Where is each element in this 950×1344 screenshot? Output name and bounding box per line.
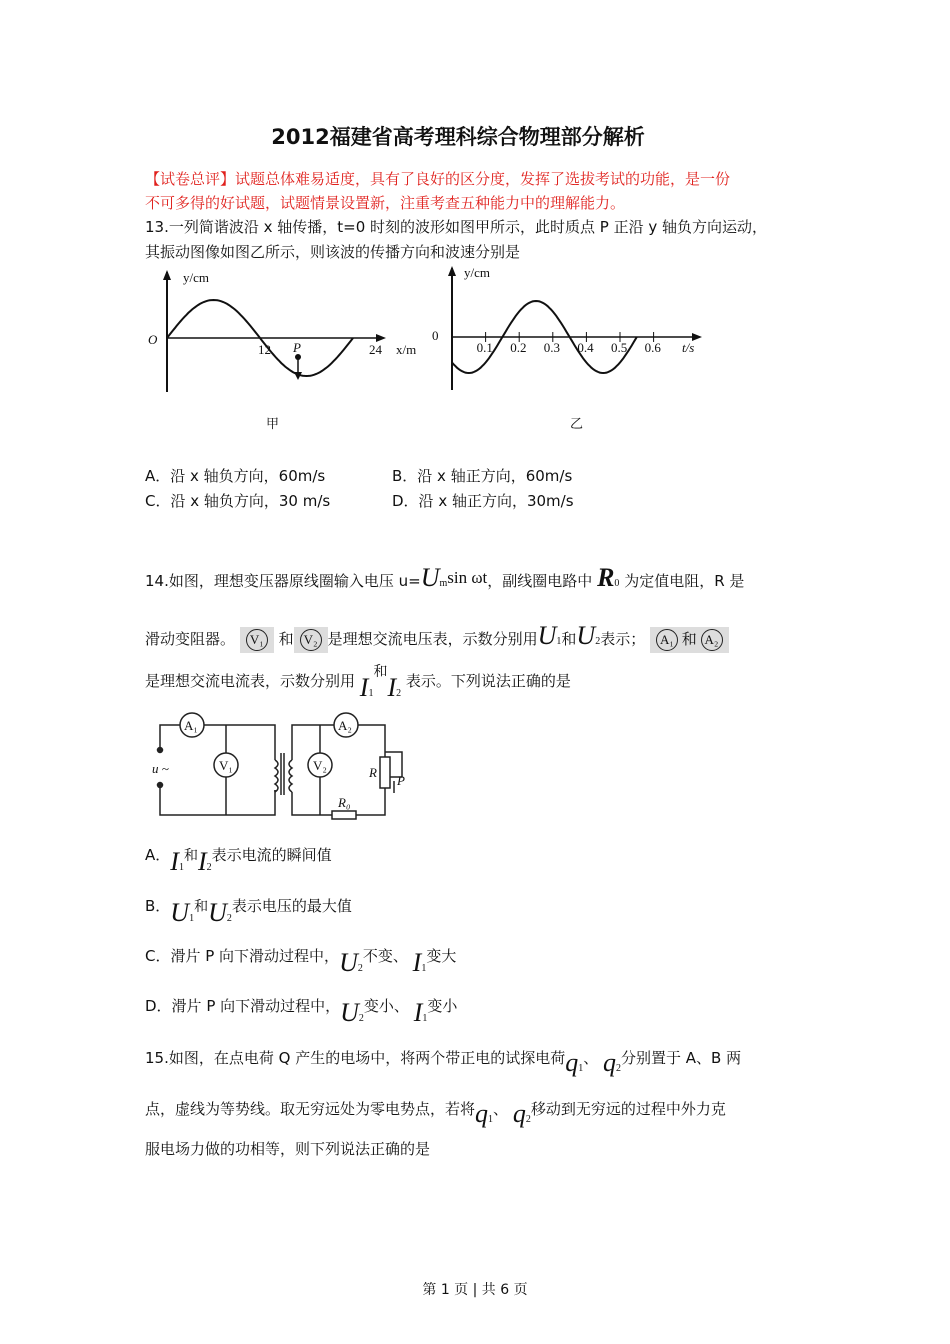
text: 为定值电阻，R 是 — [624, 572, 745, 590]
transformer-circuit-diagram — [150, 705, 420, 825]
math-I: I — [359, 673, 369, 702]
tick-label: 0.2 — [510, 340, 527, 355]
math-I: I — [412, 948, 422, 977]
resistor-label: R₀ — [338, 795, 351, 810]
p-label: P — [293, 340, 301, 355]
math-R: R — [597, 563, 615, 592]
q15-line-2 — [145, 1096, 726, 1128]
math-sub: 1 — [178, 862, 184, 873]
text: 变大 — [426, 947, 457, 965]
q14-option-c — [145, 943, 457, 977]
text: 不变、 — [362, 947, 408, 965]
math-sub: 2 — [525, 1114, 531, 1125]
voltmeter-v1-label: V₁ — [219, 758, 233, 773]
math-sub: 2 — [206, 862, 212, 873]
tick-label: 0.5 — [611, 340, 628, 355]
text: 是理想交流电流表，示数分别用 — [145, 672, 356, 690]
label: V₁ — [246, 629, 268, 651]
math-sub: 1 — [422, 1013, 428, 1024]
text: 表示电流的瞬间值 — [211, 846, 332, 864]
math-sub: 2 — [357, 963, 363, 974]
text: 14.如图，理想变压器原线圈输入电压 u= — [145, 572, 421, 590]
text: 、 — [583, 1049, 599, 1067]
q13-option-a: A．沿 x 轴负方向，60m/s — [145, 467, 326, 485]
text: 点，虚线为等势线。取无穷远处为零电势点，若将 — [145, 1100, 476, 1118]
math-sub: 2 — [595, 636, 601, 647]
text: 和 — [278, 630, 294, 648]
label: V₂ — [300, 629, 322, 651]
voltmeter-v2-icon — [294, 627, 328, 653]
math-sub: 1 — [421, 963, 427, 974]
label: 和 — [681, 631, 697, 648]
math-q: q — [512, 1099, 526, 1128]
math-sin: sin ωt — [447, 568, 488, 587]
wave-graph-jia — [148, 270, 416, 431]
math-I: I — [413, 998, 423, 1027]
ammeter-a1-label: A₁ — [184, 718, 198, 733]
ammeter-a2-label: A₂ — [338, 718, 352, 733]
text: 分别置于 A、B 两 — [621, 1049, 742, 1067]
voltmeter-v2-label: V₂ — [313, 758, 327, 773]
q15-line-3: 服电场力做的功相等，则下列说法正确的是 — [145, 1140, 431, 1158]
text: 15.如图，在点电荷 Q 产生的电场中，将两个带正电的试探电荷 — [145, 1049, 566, 1067]
label: A₂ — [701, 629, 723, 651]
tick-label: 0.6 — [644, 340, 661, 355]
q14-option-b — [145, 893, 352, 927]
rheostat-label: R — [369, 765, 377, 780]
label: B． — [145, 897, 171, 915]
q13-option-c: C．沿 x 轴负方向，30 m/s — [145, 492, 331, 510]
math-U: U — [576, 621, 596, 650]
text: 滑动变阻器。 — [145, 630, 236, 648]
q13-line-1: 13.一列简谐波沿 x 轴传播，t=0 时刻的波形如图甲所示，此时质点 P 正沿 y 轴负方向运动， — [145, 218, 768, 236]
q14-line-1 — [145, 563, 745, 594]
math-U: U — [420, 563, 440, 592]
figure-caption: 甲 — [266, 416, 280, 431]
source-label: u ~ — [152, 761, 169, 776]
text: 和 — [373, 664, 388, 680]
tick-label: 12 — [258, 342, 271, 357]
math-sub: m — [439, 578, 448, 589]
q13-figures — [0, 260, 720, 440]
tick-label: 24 — [369, 342, 382, 357]
y-axis-label: y/cm — [464, 265, 490, 280]
q14-option-a — [145, 842, 332, 876]
summary-line-1: 【试卷总评】试题总体难易适度，具有了良好的区分度，发挥了选拔考试的功能，是一份 — [145, 170, 731, 188]
math-sub: 0 — [614, 578, 620, 589]
summary-line-2: 不可多得的好试题，试题情景设置新，注重考查五种能力中的理解能力。 — [145, 194, 626, 212]
math-sub: 1 — [189, 913, 195, 924]
math-sub: 1 — [556, 636, 562, 647]
math-sub: 2 — [226, 913, 232, 924]
tick-label: 0.4 — [577, 340, 594, 355]
text: 是理想交流电压表，示数分别用 — [327, 630, 538, 648]
math-U: U — [340, 998, 359, 1027]
label: C．滑片 P 向下滑动过程中， — [145, 947, 340, 965]
page-title: 2012福建省高考理科综合物理部分解析 — [271, 125, 645, 149]
figure-caption: 乙 — [570, 416, 584, 431]
slider-label: P — [397, 773, 405, 788]
ammeters-icon — [650, 627, 729, 653]
math-sub: 2 — [616, 1063, 621, 1074]
x-axis-label: t/s — [682, 340, 695, 355]
math-U: U — [537, 621, 557, 650]
text: 表示电压的最大值 — [231, 897, 352, 915]
origin-label: 0 — [432, 328, 439, 343]
label: A． — [145, 846, 171, 864]
math-sub: 2 — [358, 1013, 364, 1024]
q15-line-1 — [145, 1045, 742, 1077]
math-sub: 2 — [396, 688, 402, 699]
math-sub: 1 — [578, 1063, 584, 1074]
math-U: U — [339, 948, 358, 977]
text: 和 — [183, 848, 198, 864]
y-axis-label: y/cm — [183, 270, 209, 285]
math-I: I — [387, 673, 397, 702]
q13-line-2: 其振动图像如图乙所示，则该波的传播方向和波速分别是 — [145, 243, 521, 261]
math-sub: 1 — [488, 1114, 494, 1125]
q14-option-d — [145, 993, 458, 1027]
q13-option-d: D．沿 x 轴正方向，30m/s — [392, 492, 574, 510]
q14-line-2 — [145, 621, 729, 653]
text: 、 — [493, 1100, 509, 1118]
label: A₁ — [656, 629, 678, 651]
text: 和 — [561, 630, 577, 648]
math-U: U — [170, 898, 190, 927]
voltmeter-v1-icon — [240, 627, 274, 653]
math-U: U — [208, 898, 227, 927]
text: 表示； — [600, 630, 646, 648]
text: ，副线圈电路中 — [487, 572, 593, 590]
q14-line-3 — [145, 664, 571, 702]
vibration-graph-yi — [432, 265, 702, 431]
text: 表示。下列说法正确的是 — [405, 672, 571, 690]
math-q: q — [603, 1048, 616, 1077]
text: 变小、 — [363, 997, 409, 1015]
text: 变小 — [427, 997, 458, 1015]
page-footer: 第 1 页 | 共 6 页 — [422, 1282, 528, 1298]
math-sub: 1 — [368, 688, 374, 699]
x-axis-label: x/m — [396, 342, 417, 357]
text: 移动到无穷远的过程中外力克 — [530, 1100, 726, 1118]
q13-option-b: B．沿 x 轴正方向，60m/s — [392, 467, 573, 485]
math-I: I — [170, 847, 179, 876]
tick-label: 0.3 — [543, 340, 561, 355]
math-I: I — [197, 847, 207, 876]
math-q: q — [565, 1048, 579, 1077]
label: D．滑片 P 向下滑动过程中， — [145, 997, 341, 1015]
origin-label: O — [148, 332, 158, 347]
text: 和 — [194, 899, 209, 915]
tick-label: 0.1 — [476, 340, 493, 355]
math-q: q — [475, 1099, 489, 1128]
